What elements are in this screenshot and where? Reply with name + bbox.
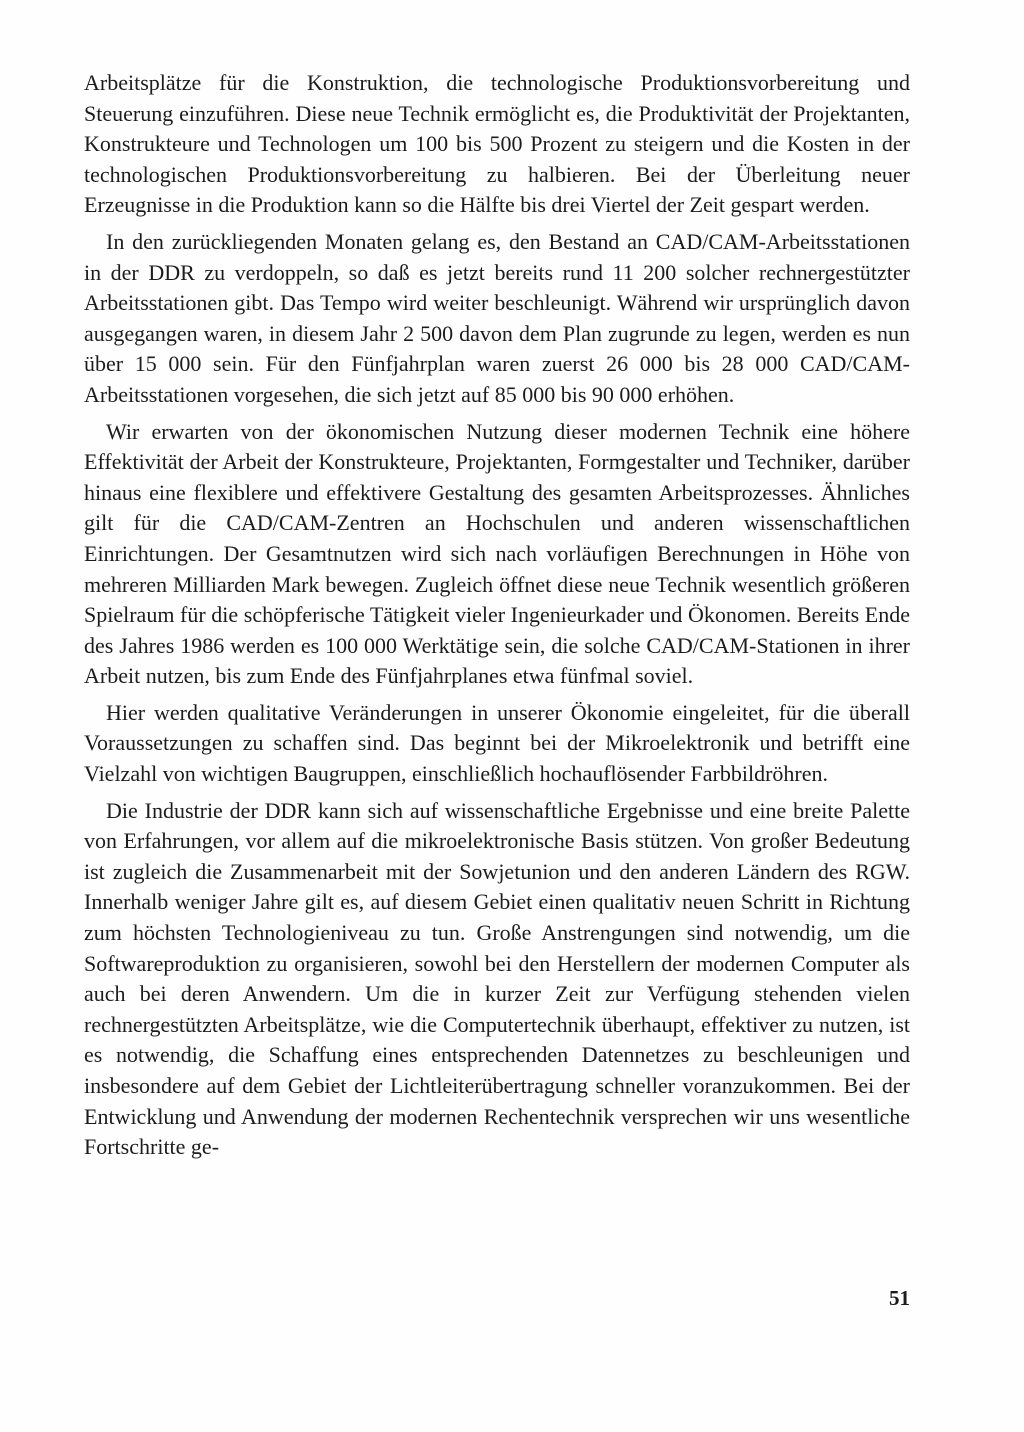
paragraph-4: Hier werden qualitative Veränderungen in unserer Ökonomie eingeleitet, für die überall Voraussetzungen zu schaffen sind. Das beginnt bei der Mikroelektronik und betrifft eine Vielzahl von wichtigen Baugruppen, einschließlich hochauflösender Farbbildröhren.	[84, 699, 910, 787]
page-number: 51	[889, 1286, 910, 1310]
paragraph-5: Die Industrie der DDR kann sich auf wissenschaftliche Ergebnisse und eine breite Palette von Erfahrungen, vor allem auf die mikroelektronische Basis stützen. Von großer Bedeutung ist zugleich die Zusammenarbeit mit der Sowjetunion und den anderen Ländern des RGW. Innerhalb weniger Jahre gilt es, auf diesem Gebiet einen qualitativ neuen Schritt in Richtung zum höchsten Technologieniveau zu tun. Große Anstrengungen sind notwendig, um die Softwareproduktion zu organisieren, sowohl bei den Herstellern der modernen Computer als auch bei deren Anwendern. Um die in kurzer Zeit zur Verfügung stehenden vielen rechnergestützten Arbeitsplätze, wie die Computertechnik überhaupt, effektiver zu nutzen, ist es notwendig, die Schaffung eines entsprechenden Datennetzes zu beschleunigen und insbesondere auf dem Gebiet der Lichtleiterübertragung schneller voranzukommen. Bei der Entwicklung und Anwendung der modernen Rechentechnik versprechen wir uns wesentliche Fortschritte ge-	[84, 797, 910, 1160]
paragraph-2: In den zurückliegenden Monaten gelang es, den Bestand an CAD/CAM-Arbeitsstationen in der DDR zu verdoppeln, so daß es jetzt bereits rund 11 200 solcher rechnergestützter Arbeitsstationen gibt. Das Tempo wird weiter beschleunigt. Während wir ursprünglich davon ausgegangen waren, in diesem Jahr 2 500 davon dem Plan zugrunde zu legen, werden es nun über 15 000 sein. Für den Fünfjahrplan waren zuerst 26 000 bis 28 000 CAD/CAM-Arbeitsstationen vorgesehen, die sich jetzt auf 85 000 bis 90 000 erhöhen.	[84, 228, 910, 407]
paragraph-1: Arbeitsplätze für die Konstruktion, die technologische Produktionsvorbereitung und Steuerung einzuführen. Diese neue Technik ermöglicht es, die Produktivität der Projektanten, Konstrukteure und Technologen um 100 bis 500 Prozent zu steigern und die Kosten in der technologischen Produktionsvorbereitung zu halbieren. Bei der Überleitung neuer Erzeugnisse in die Produktion kann so die Hälfte bis drei Viertel der Zeit gespart werden.	[84, 70, 910, 218]
page-body	[84, 68, 910, 1163]
paragraph-3: Wir erwarten von der ökonomischen Nutzung dieser modernen Technik eine höhere Effektivität der Arbeit der Konstrukteure, Projektanten, Formgestalter und Techniker, darüber hinaus eine flexiblere und effektivere Gestaltung des gesamten Arbeitsprozesses. Ähnliches gilt für die CAD/CAM-Zentren an Hochschulen und anderen wissenschaftlichen Einrichtungen. Der Gesamtnutzen wird sich nach vorläufigen Berechnungen in Höhe von mehreren Milliarden Mark bewegen. Zugleich öffnet diese neue Technik wesentlich größeren Spielraum für die schöpferische Tätigkeit vieler Ingenieurkader und Ökonomen. Bereits Ende des Jahres 1986 werden es 100 000 Werktätige sein, die solche CAD/CAM-Stationen in ihrer Arbeit nutzen, bis zum Ende des Fünfjahrplanes etwa fünfmal soviel.	[84, 418, 910, 689]
